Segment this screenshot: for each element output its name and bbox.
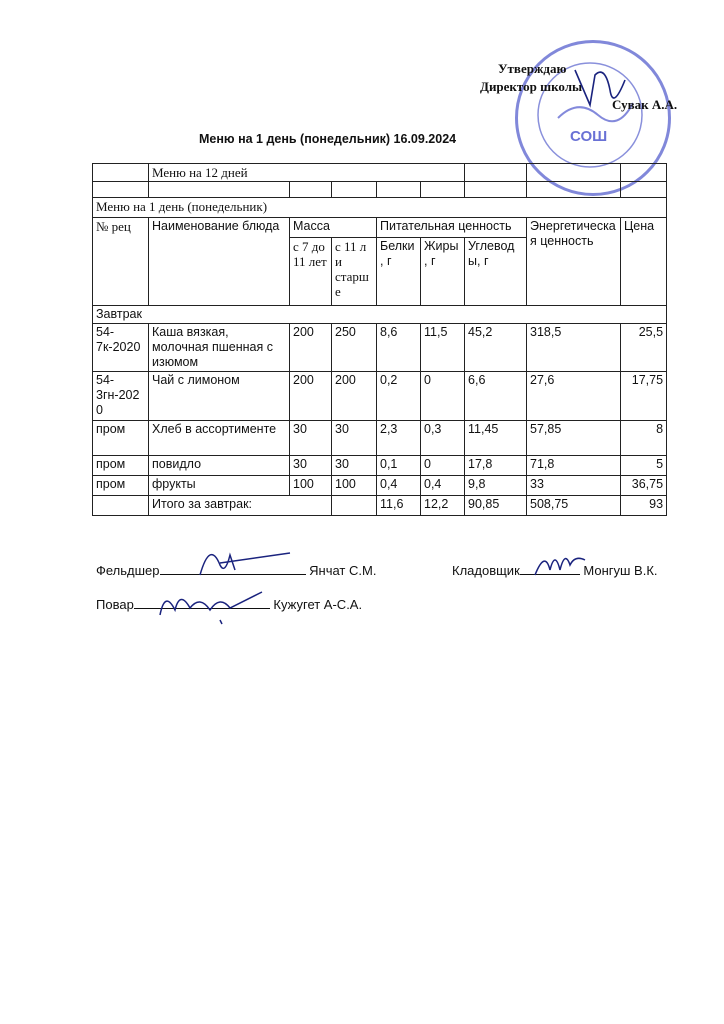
cell-protein: 8,6 (377, 324, 421, 372)
header-row (93, 218, 667, 238)
cell-name: Каша вязкая, молочная пшенная с изюмом (149, 324, 290, 372)
cell-protein: 0,1 (377, 456, 421, 476)
cell-price: 36,75 (621, 476, 667, 496)
day-label: Меню на 1 день (понедельник) (93, 198, 667, 218)
total-price: 93 (621, 496, 667, 516)
total-carbs: 90,85 (465, 496, 527, 516)
cook-signature (150, 580, 270, 625)
header-mass: Масса (290, 218, 377, 238)
stamp-center-text: СОШ (570, 128, 608, 145)
cell-carbs: 17,8 (465, 456, 527, 476)
cell-fat: 0 (421, 372, 465, 421)
cell-energy: 33 (527, 476, 621, 496)
cell-mass-11: 30 (332, 421, 377, 456)
section-row (93, 306, 667, 324)
total-label: Итого за завтрак: (149, 496, 332, 516)
cook-role: Повар (96, 597, 134, 612)
header-protein: Белки, г (377, 238, 421, 306)
menu-table (92, 163, 667, 516)
header-mass-7-11: с 7 до 11 лет (290, 238, 332, 306)
cell-mass-7-11: 30 (290, 456, 332, 476)
cell-energy: 318,5 (527, 324, 621, 372)
header-price: Цена (621, 218, 667, 306)
cell-name: Чай с лимоном (149, 372, 290, 421)
table-row (93, 164, 667, 182)
table-row (93, 324, 667, 372)
table-row (93, 456, 667, 476)
total-row (93, 496, 667, 516)
cell-mass-7-11: 100 (290, 476, 332, 496)
approval-line-1: Утверждаю (498, 61, 567, 76)
cell-carbs: 11,45 (465, 421, 527, 456)
cell-price: 17,75 (621, 372, 667, 421)
table-row (93, 182, 667, 198)
cell-mass-11: 100 (332, 476, 377, 496)
header-nutrition: Питательная ценность (377, 218, 527, 238)
cell-name: фрукты (149, 476, 290, 496)
cook-name: Кужугет А-С.А. (273, 597, 363, 612)
cell-fat: 0,3 (421, 421, 465, 456)
cell-energy: 57,85 (527, 421, 621, 456)
table-row (93, 476, 667, 496)
table-row (93, 421, 667, 456)
header-energy: Энергетическая ценность (527, 218, 621, 306)
period-label: Меню на 12 дней (149, 164, 465, 182)
cell-mass-7-11: 30 (290, 421, 332, 456)
cell-fat: 11,5 (421, 324, 465, 372)
cell-name: Хлеб в ассортименте (149, 421, 290, 456)
cell-carbs: 6,6 (465, 372, 527, 421)
header-fat: Жиры, г (421, 238, 465, 306)
cell-price: 25,5 (621, 324, 667, 372)
cell-rec: пром (93, 421, 149, 456)
cell-mass-7-11: 200 (290, 372, 332, 421)
header-rec: № рец (93, 218, 149, 306)
header-carbs: Углеводы, г (465, 238, 527, 306)
director-signature (565, 60, 635, 120)
total-protein: 11,6 (377, 496, 421, 516)
cell-name: повидло (149, 456, 290, 476)
total-energy: 508,75 (527, 496, 621, 516)
table-row (93, 372, 667, 421)
header-mass-11: с 11 л и старше (332, 238, 377, 306)
cell-protein: 2,3 (377, 421, 421, 456)
cell-rec: пром (93, 476, 149, 496)
cell-mass-11: 30 (332, 456, 377, 476)
cell-fat: 0,4 (421, 476, 465, 496)
cell-fat: 0 (421, 456, 465, 476)
cell-protein: 0,2 (377, 372, 421, 421)
cell-mass-11: 250 (332, 324, 377, 372)
storekeeper-role: Кладовщик (452, 563, 520, 578)
cell-carbs: 45,2 (465, 324, 527, 372)
total-fat: 12,2 (421, 496, 465, 516)
cell-price: 5 (621, 456, 667, 476)
approval-line-3: Сувак А.А. (612, 97, 678, 112)
feldsher-name: Янчат С.М. (309, 563, 377, 578)
approval-line-2: Директор школы (480, 79, 583, 94)
cell-mass-11: 200 (332, 372, 377, 421)
cell-rec: пром (93, 456, 149, 476)
feldsher-role: Фельдшер (96, 563, 160, 578)
section-label: Завтрак (93, 306, 667, 324)
cell-rec: 54-7к-2020 (93, 324, 149, 372)
cell-price: 8 (621, 421, 667, 456)
cell-mass-7-11: 200 (290, 324, 332, 372)
cell-energy: 27,6 (527, 372, 621, 421)
table-row (93, 198, 667, 218)
page-title: Меню на 1 день (понедельник) 16.09.2024 (199, 132, 457, 146)
cell-energy: 71,8 (527, 456, 621, 476)
cell-rec: 54-3гн-2020 (93, 372, 149, 421)
cell-protein: 0,4 (377, 476, 421, 496)
cell-carbs: 9,8 (465, 476, 527, 496)
header-name: Наименование блюда (149, 218, 290, 306)
feldsher-signature (190, 535, 300, 580)
storekeeper-signature (530, 545, 590, 580)
storekeeper-name: Монгуш В.К. (583, 563, 658, 578)
